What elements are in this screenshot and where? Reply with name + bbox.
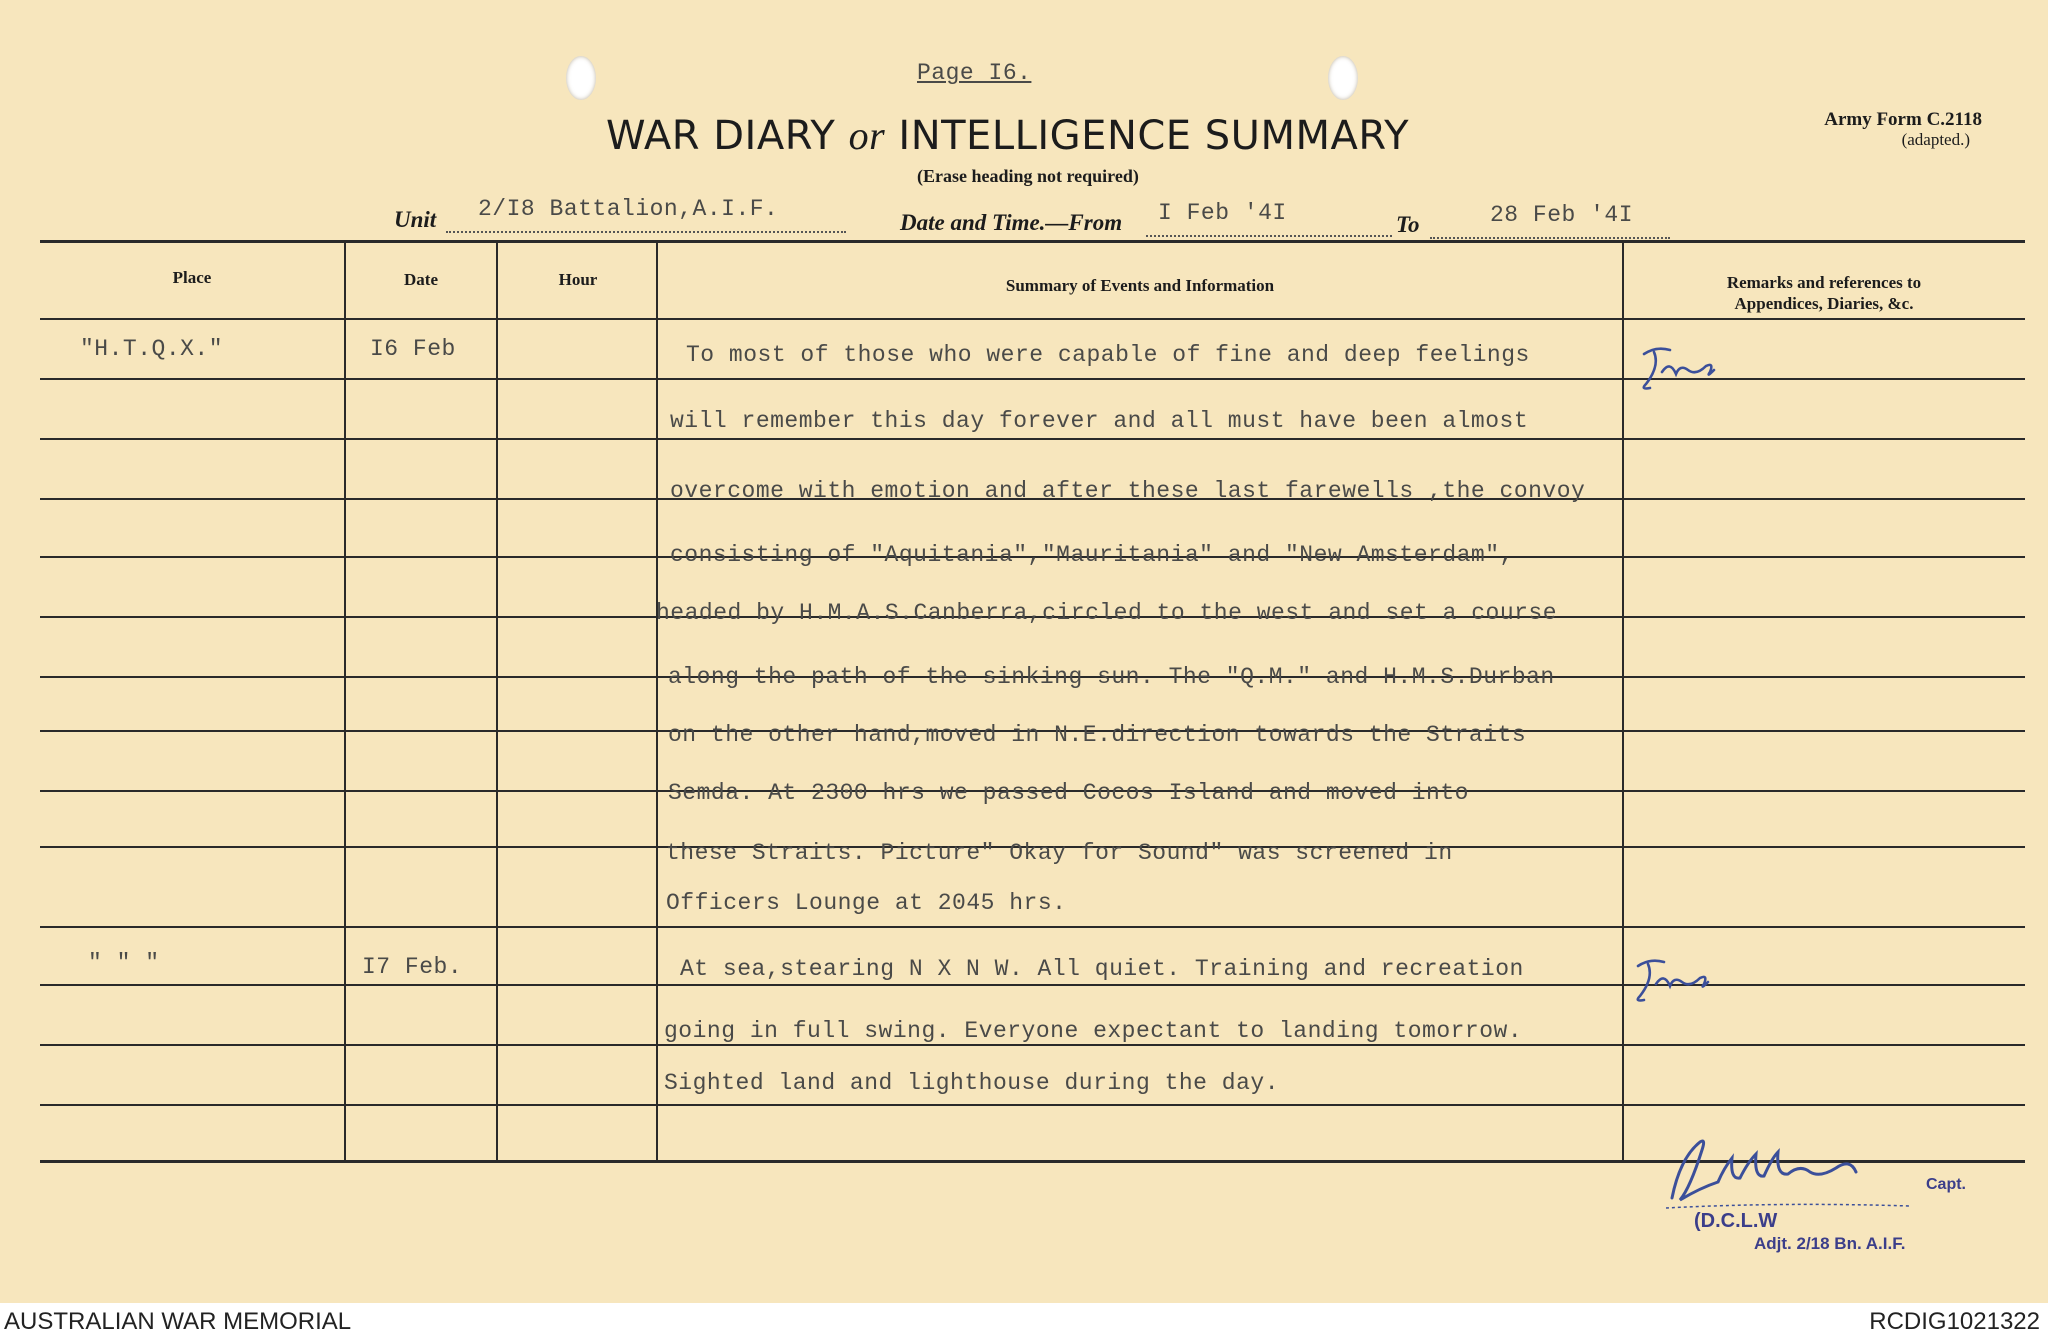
column-divider-summary-remarks <box>1622 242 1624 1162</box>
title-part-2: INTELLIGENCE SUMMARY <box>898 113 1410 159</box>
entry-1-line: To most of those who were capable of fine and deep feelings <box>686 342 1530 368</box>
entry-1-line: these Straits. Picture" Okay for Sound" was screened in <box>666 840 1453 866</box>
stamp-capt: Capt. <box>1926 1176 1966 1193</box>
column-header-summary: Summary of Events and Information <box>1005 276 1275 295</box>
entry-1-line: overcome with emotion and after these last farewells ,the convoy <box>670 478 1586 504</box>
entry-1-place: "H.T.Q.X." <box>80 336 224 362</box>
entry-1-line: consisting of "Aquitania","Mauritania" and "New Amsterdam", <box>670 542 1514 568</box>
unit-value: 2/I8 Battalion,A.I.F. <box>478 196 779 222</box>
column-divider-date-hour <box>496 242 498 1162</box>
column-divider-place-date <box>344 242 346 1162</box>
row-rule <box>40 926 2025 928</box>
row-rule <box>40 1104 2025 1106</box>
remarks-header-line-2: Appendices, Diaries, &c. <box>1734 294 1914 313</box>
page-number: Page I6. <box>917 60 1032 86</box>
title-or: or <box>848 113 886 158</box>
footer-reference-id: RCDIG1021322 <box>1869 1308 2040 1335</box>
entry-1-line: Officers Lounge at 2045 hrs. <box>666 890 1067 916</box>
from-date-value: I Feb '4I <box>1158 200 1287 226</box>
column-header-hour: Hour <box>558 270 598 289</box>
entry-2-line: Sighted land and lighthouse during the day. <box>664 1070 1279 1096</box>
unit-label: Unit <box>394 207 437 232</box>
entry-2-place: " " " <box>88 950 160 976</box>
column-divider-hour-summary <box>656 242 658 1162</box>
punch-hole-right <box>1328 56 1358 100</box>
page-title <box>606 112 1409 159</box>
date-time-label: Date and Time.—From <box>900 210 1123 235</box>
entry-1-date: I6 Feb <box>370 336 456 362</box>
punch-hole-left <box>566 56 596 100</box>
to-date-value: 28 Feb '4I <box>1490 202 1634 228</box>
row-rule <box>40 438 2025 440</box>
remarks-initials-2 <box>1630 952 1740 1008</box>
table-top-border <box>40 240 2025 243</box>
entry-2-date: I7 Feb. <box>362 954 463 980</box>
row-rule <box>40 1044 2025 1046</box>
entry-2-line: At sea,stearing N X N W. All quiet. Training and recreation <box>680 956 1524 982</box>
stamp-name: (D.C.L.W <box>1694 1210 1778 1232</box>
column-header-remarks <box>1624 272 2024 314</box>
title-part-1: WAR DIARY <box>606 113 836 159</box>
adjutant-signature <box>1660 1128 1930 1218</box>
army-form-note: (adapted.) <box>1901 130 1970 149</box>
entry-1-line: Semda. At 2300 hrs we passed Cocos Island and moved into <box>668 780 1469 806</box>
footer-source: AUSTRALIAN WAR MEMORIAL <box>4 1308 352 1335</box>
to-label: To <box>1396 212 1420 237</box>
remarks-header-line-1: Remarks and references to <box>1726 273 1922 292</box>
column-header-date: Date <box>404 270 438 289</box>
entry-1-line: on the other hand,moved in N.E.direction towards the Straits <box>668 722 1527 748</box>
row-rule <box>40 318 2025 320</box>
page-subtitle: (Erase heading not required) <box>917 166 1139 186</box>
army-form-label <box>1824 110 1982 150</box>
stamp-adjt: Adjt. 2/18 Bn. A.I.F. <box>1754 1234 1906 1253</box>
to-fill-line <box>1430 235 1670 239</box>
remarks-initials-1 <box>1636 340 1746 396</box>
entry-1-line: along the path of the sinking sun. The "Q.M." and H.M.S.Durban <box>668 664 1555 690</box>
entry-1-line: will remember this day forever and all must have been almost <box>670 408 1529 434</box>
army-form-number: Army Form C.2118 <box>1824 109 1982 130</box>
from-fill-line <box>1146 233 1392 237</box>
entry-1-line: headed by H.M.A.S.Canberra,circled to the west and set a course <box>656 600 1558 626</box>
unit-fill-line <box>446 229 846 233</box>
column-header-place: Place <box>172 268 212 287</box>
entry-2-line: going in full swing. Everyone expectant to landing tomorrow. <box>664 1018 1523 1044</box>
